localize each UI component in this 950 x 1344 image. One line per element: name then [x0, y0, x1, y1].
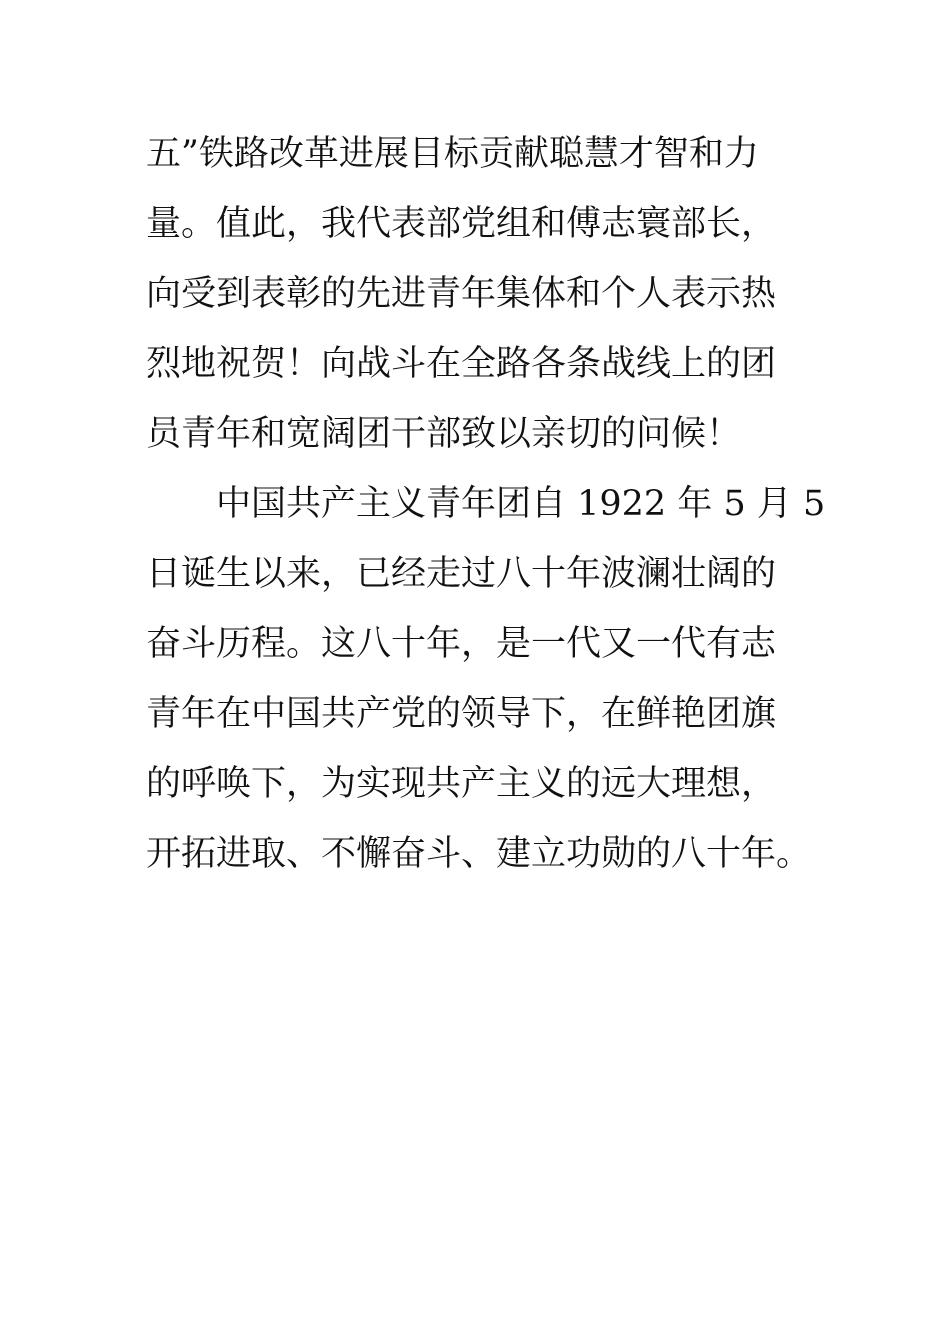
text-line: 向受到表彰的先进青年集体和个人表示热 [146, 274, 777, 314]
text-line: 的呼唤下，为实现共产主义的远大理想， [146, 764, 777, 804]
text-line: 奋斗历程。这八十年，是一代又一代有志 [146, 624, 777, 664]
body-text [146, 127, 826, 897]
text-line: 员青年和宽阔团干部致以亲切的问候！ [146, 414, 742, 454]
text-line: 烈地祝贺！向战斗在全路各条战线上的团 [146, 344, 777, 384]
text-line: 青年在中国共产党的领导下，在鲜艳团旗 [146, 694, 777, 734]
text-line: 五”铁路改革进展目标贡献聪慧才智和力 [146, 134, 759, 174]
text-line: 量。值此，我代表部党组和傅志寰部长， [146, 204, 777, 244]
text-line: 开拓进取、不懈奋斗、建立功勋的八十年。 [146, 834, 812, 874]
text-line: 日诞生以来，已经走过八十年波澜壮阔的 [146, 554, 777, 594]
paragraph-start-line: 中国共产主义青年团自 1922 年 5 月 5 [216, 484, 826, 524]
